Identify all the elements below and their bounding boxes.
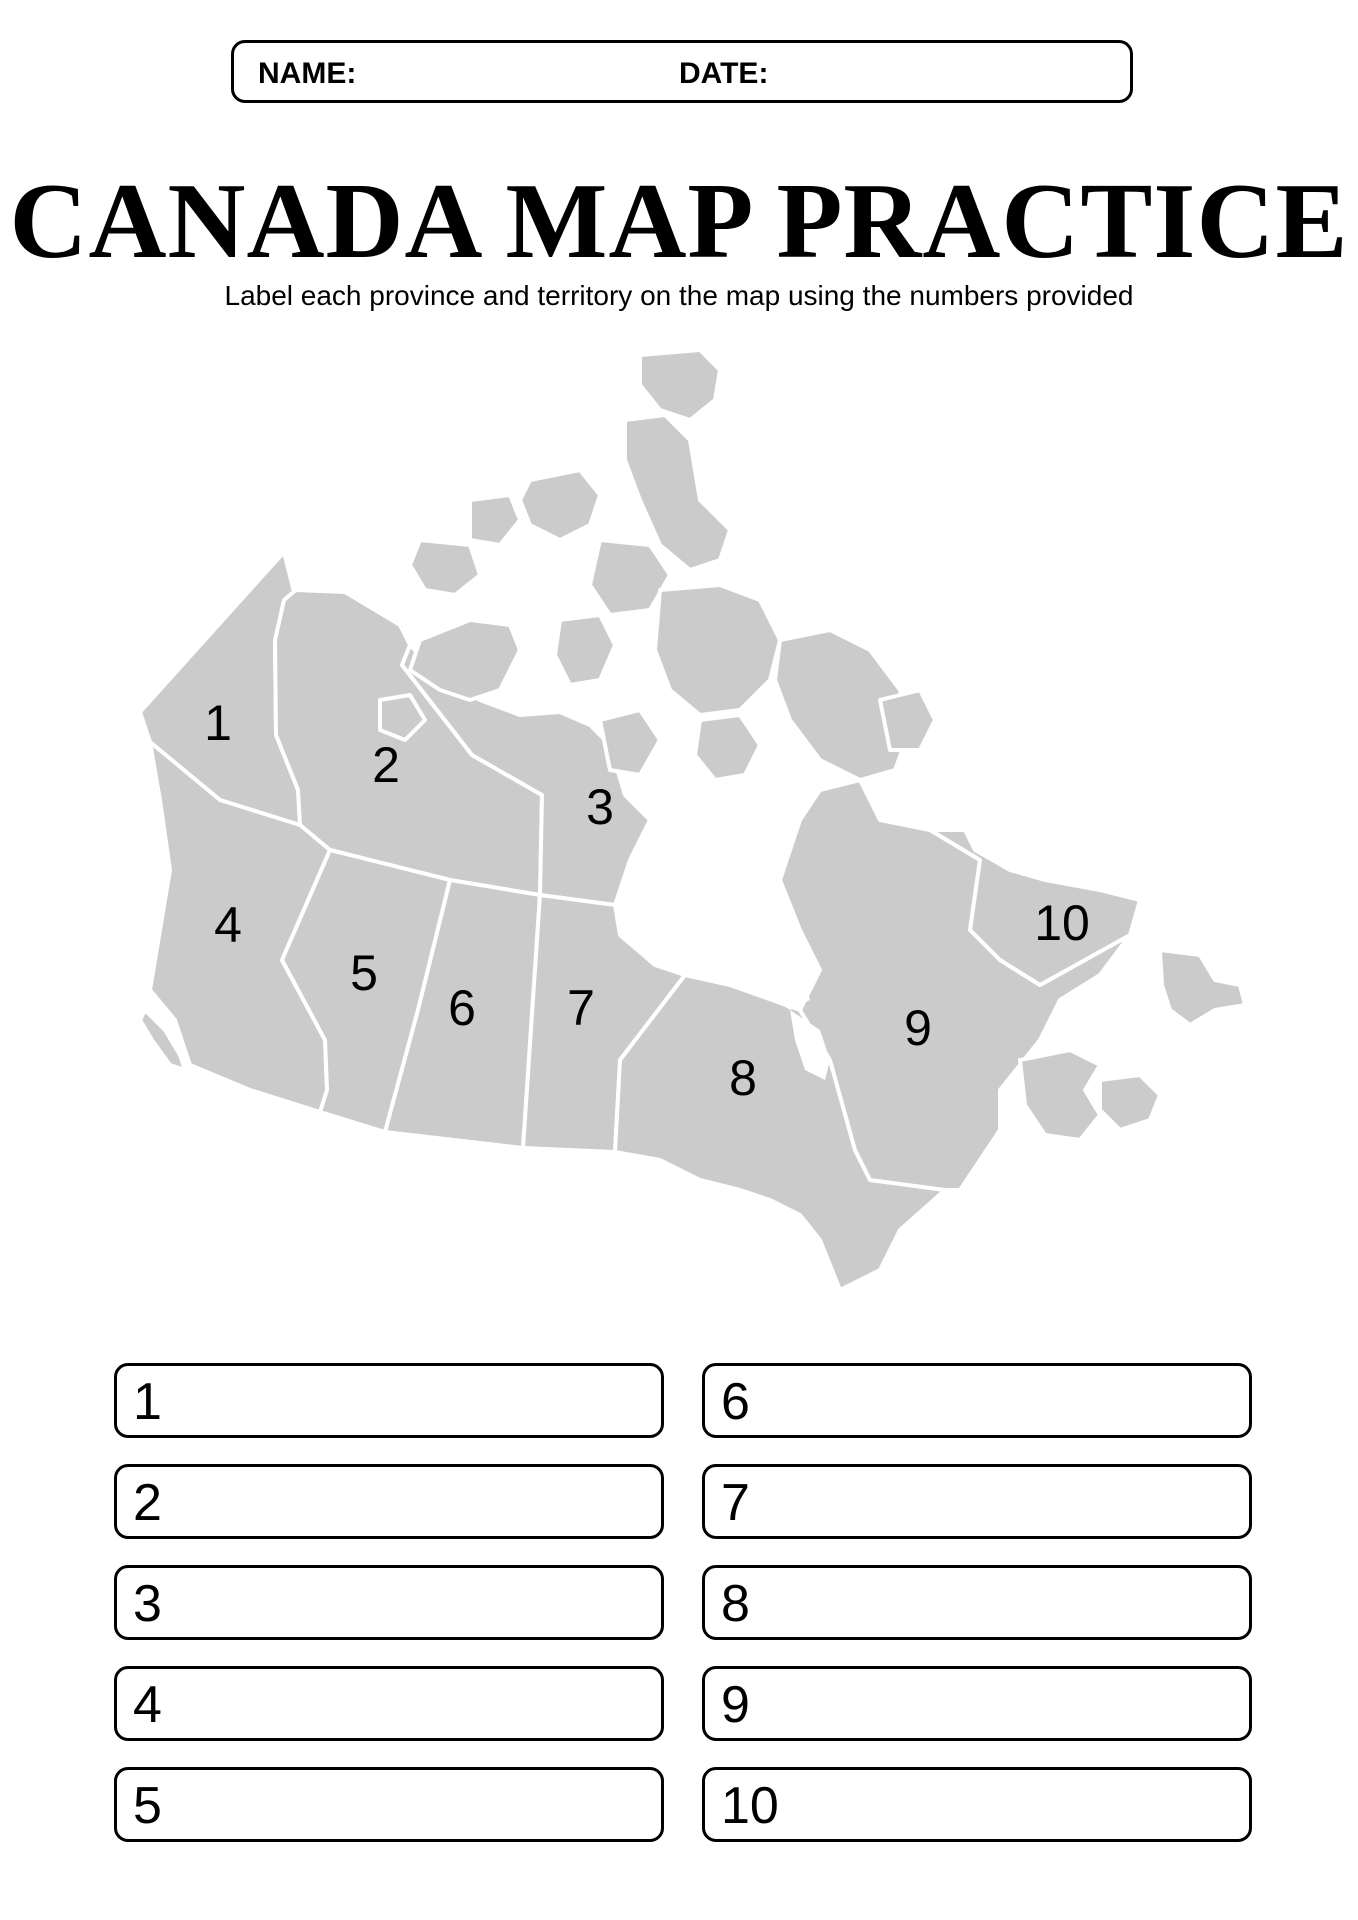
map-label-7: 7 [567,980,595,1036]
answer-number: 5 [133,1777,162,1835]
map-label-2: 2 [372,737,400,793]
answer-number: 7 [721,1474,750,1532]
answer-number: 6 [721,1373,750,1431]
answer-number: 2 [133,1474,162,1532]
answer-box-4[interactable] [114,1666,664,1741]
map-label-8: 8 [729,1050,757,1106]
map-label-10: 10 [1034,895,1090,951]
map-label-6: 6 [448,980,476,1036]
answer-box-8[interactable] [702,1565,1252,1640]
answer-number: 1 [133,1373,162,1431]
map-label-4: 4 [214,897,242,953]
answer-number: 3 [133,1575,162,1633]
answer-box-1[interactable] [114,1363,664,1438]
answer-box-9[interactable] [702,1666,1252,1741]
page-title: CANADA MAP PRACTICE [9,162,1349,281]
answer-number: 10 [721,1777,779,1835]
answer-number: 8 [721,1575,750,1633]
answer-number: 9 [721,1676,750,1734]
answer-box-7[interactable] [702,1464,1252,1539]
instructions: Label each province and territory on the map using the numbers provided [224,280,1134,311]
answer-box-2[interactable] [114,1464,664,1539]
name-label: NAME: [258,57,357,90]
answer-box-6[interactable] [702,1363,1252,1438]
answer-box-5[interactable] [114,1767,664,1842]
canada-map [0,330,1358,1330]
name-date-box [231,40,1133,103]
map-label-1: 1 [204,695,232,751]
answer-number: 4 [133,1676,162,1734]
answer-box-3[interactable] [114,1565,664,1640]
map-label-3: 3 [586,779,614,835]
date-label: DATE: [679,57,769,90]
map-label-9: 9 [904,1000,932,1056]
answer-box-10[interactable] [702,1767,1252,1842]
map-label-5: 5 [350,945,378,1001]
